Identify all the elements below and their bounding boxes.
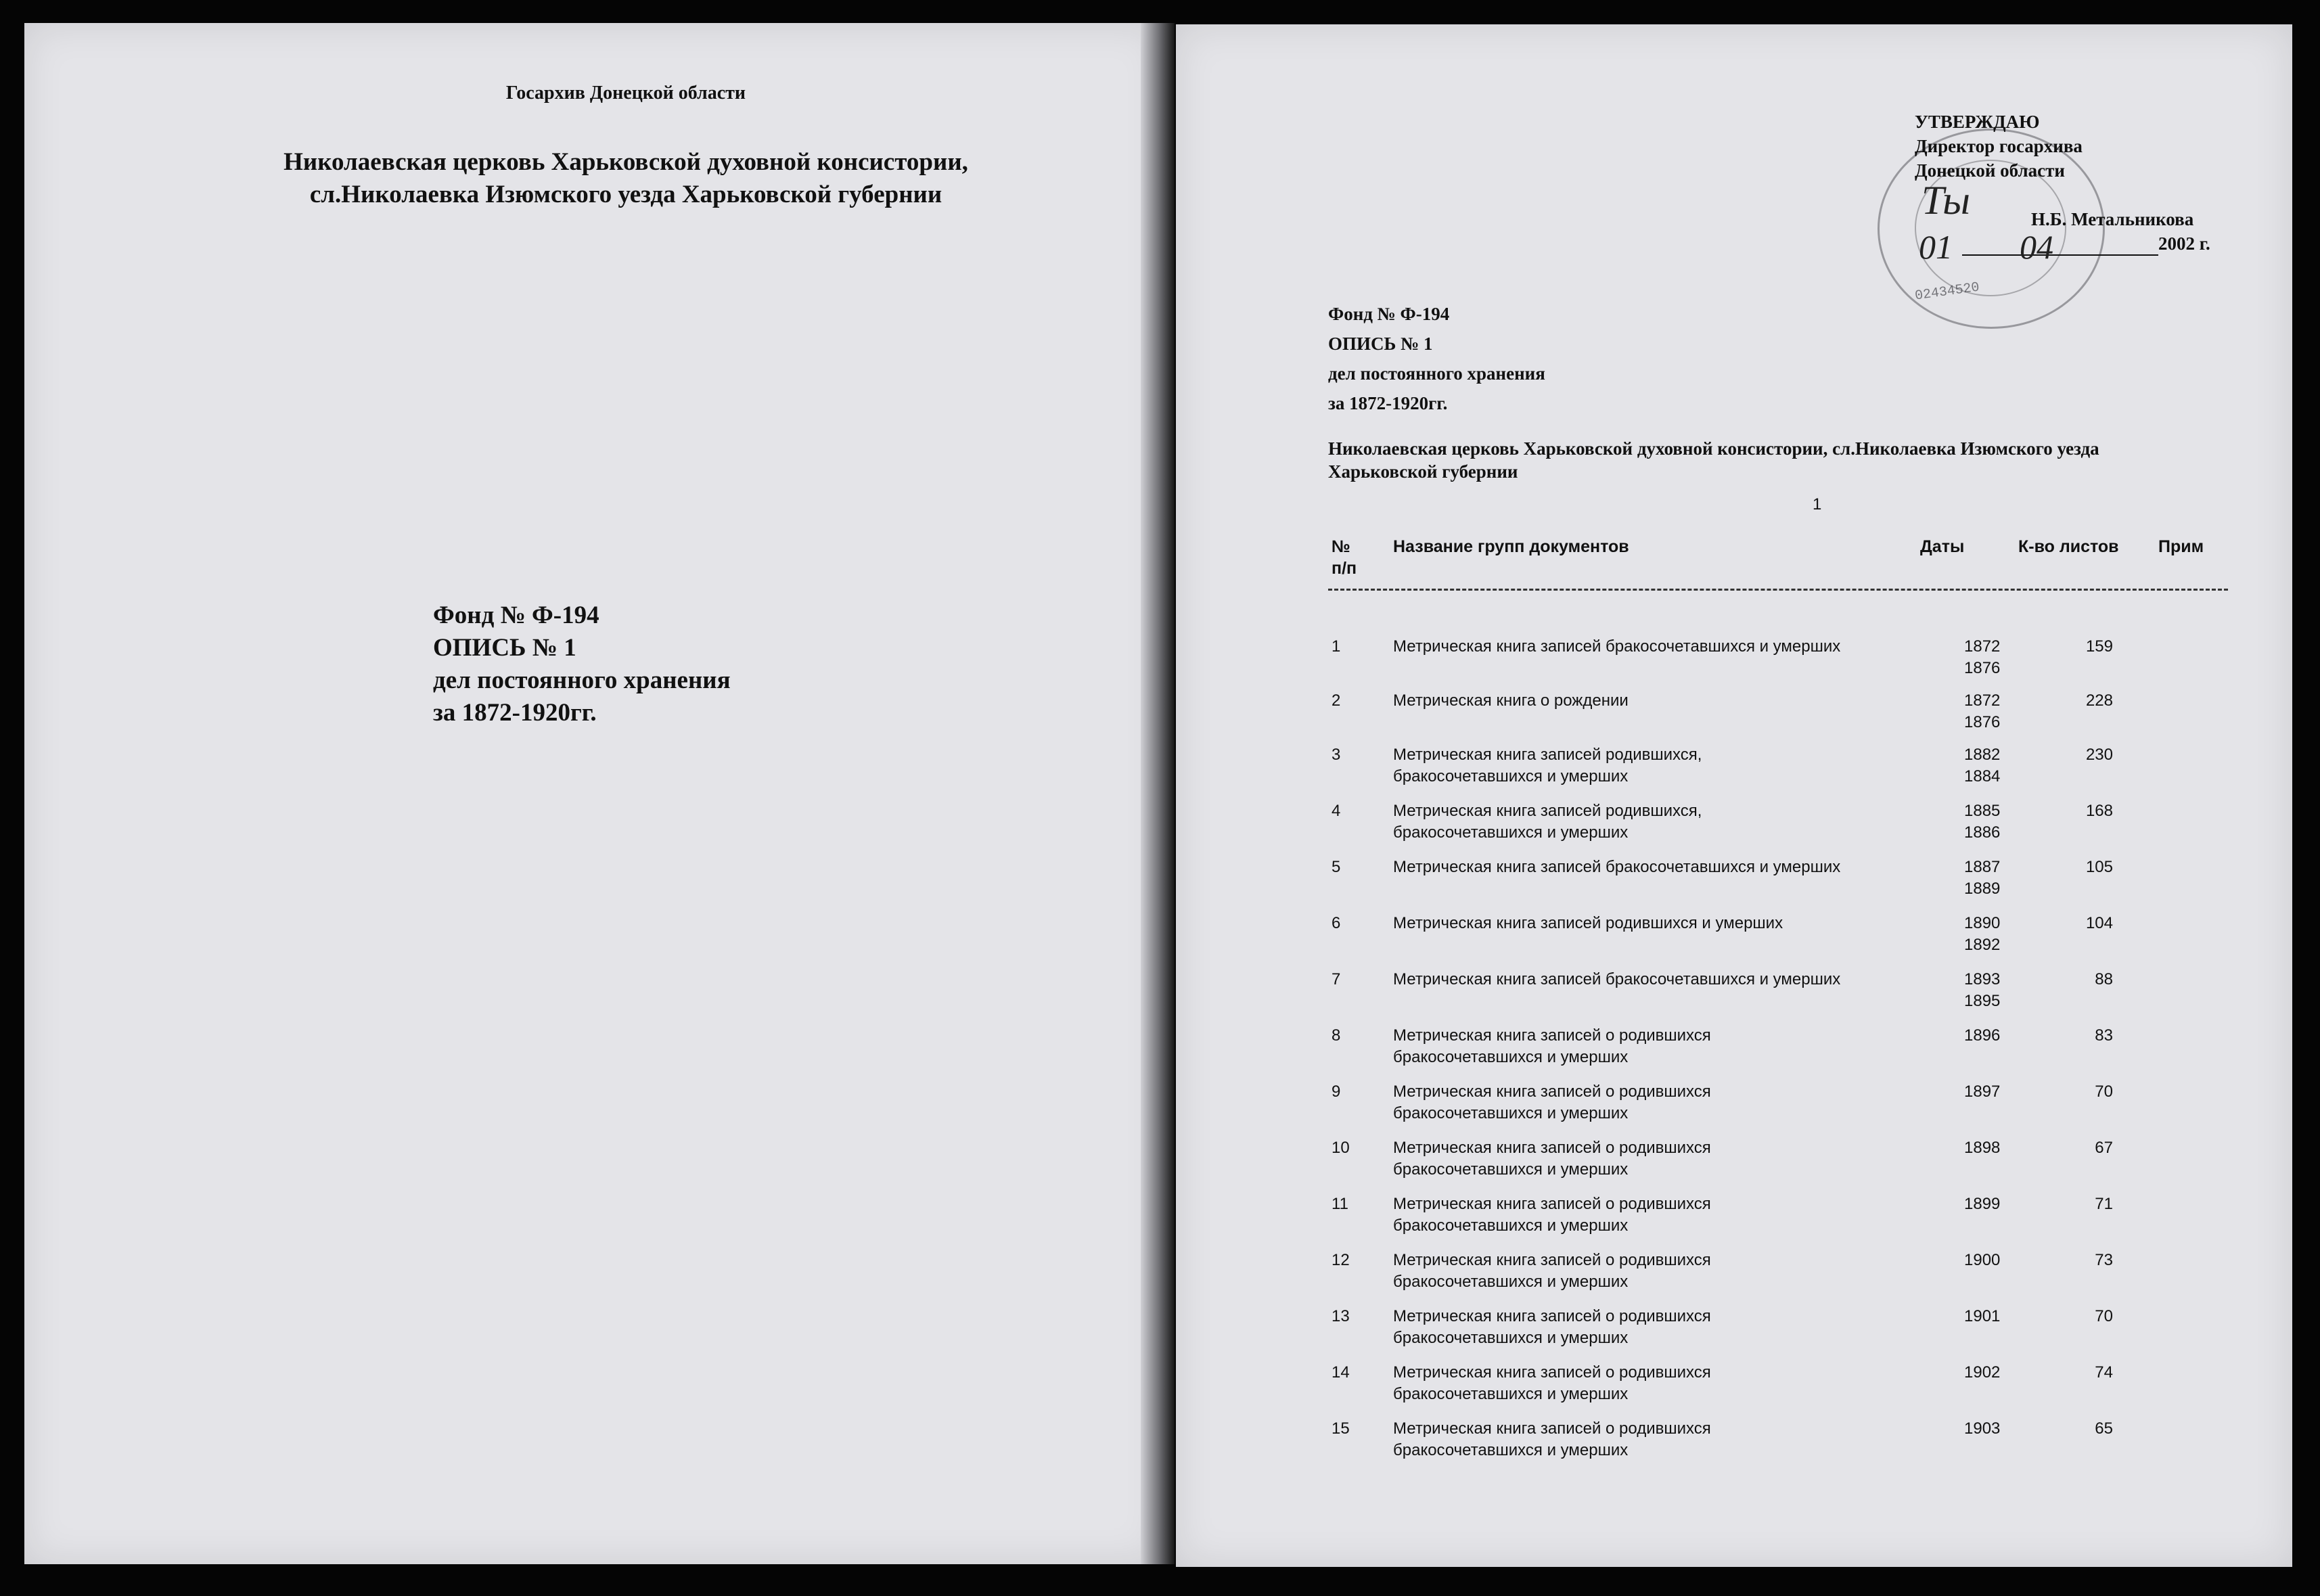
row-num: 8 xyxy=(1332,1026,1341,1045)
approval-heading: УТВЕРЖДАЮ xyxy=(1915,112,2040,132)
column-header-sheets: К-во листов xyxy=(2018,537,2119,556)
column-header-num-line1: № xyxy=(1332,537,1350,556)
table-header xyxy=(1328,536,2228,597)
row-title: Метрическая книга записей о родившихся бракосочетавшихся и умерших xyxy=(1393,1419,1711,1459)
row-sheets: 168 xyxy=(2085,802,2113,820)
row-date-from: 1900 xyxy=(1964,1251,2001,1269)
row-title: Метрическая книга записей бракосочетавшихся и умерших xyxy=(1393,637,1841,656)
period: за 1872-1920гг. xyxy=(1328,393,1448,413)
row-num: 14 xyxy=(1332,1363,1350,1382)
row-dates xyxy=(1964,969,2018,1012)
approval-position-line2: Донецкой области xyxy=(1915,160,2065,181)
row-sheets: 73 xyxy=(2095,1251,2113,1269)
row-date-from: 1898 xyxy=(1964,1139,2001,1157)
row-title: Метрическая книга записей о родившихся бракосочетавшихся и умерших xyxy=(1393,1082,1711,1122)
table-row xyxy=(1328,800,2228,848)
row-date-to: 1876 xyxy=(1964,659,2001,677)
row-date-from: 1872 xyxy=(1964,637,2001,656)
archive-name: Госархив Донецкой области xyxy=(505,83,746,104)
table-row xyxy=(1328,690,2228,737)
row-num: 5 xyxy=(1332,858,1341,876)
row-dates xyxy=(1964,1081,2018,1103)
row-dates xyxy=(1964,1362,2018,1384)
row-num: 9 xyxy=(1332,1082,1341,1101)
table-row xyxy=(1328,857,2228,904)
row-sheets: 88 xyxy=(2095,970,2113,988)
row-date-to: 1889 xyxy=(1964,880,2001,898)
column-header-title: Название групп документов xyxy=(1393,537,1629,556)
row-date-to: 1892 xyxy=(1964,936,2001,954)
row-num: 2 xyxy=(1332,691,1341,710)
row-date-from: 1899 xyxy=(1964,1195,2001,1213)
row-date-from: 1902 xyxy=(1964,1363,2001,1382)
row-num: 6 xyxy=(1332,914,1341,932)
row-num: 12 xyxy=(1332,1251,1350,1269)
table-row xyxy=(1328,636,2228,683)
row-sheets: 230 xyxy=(2085,746,2113,764)
row-sheets: 71 xyxy=(2095,1195,2113,1213)
table-row xyxy=(1328,913,2228,960)
church-title-line1: Николаевская церковь Харьковской духовной консистории, xyxy=(283,148,968,176)
table-row xyxy=(1328,1418,2228,1465)
row-title: Метрическая книга записей о родившихся бракосочетавшихся и умерших xyxy=(1393,1026,1711,1066)
row-date-from: 1901 xyxy=(1964,1307,2001,1325)
handwritten-month: 04 xyxy=(2020,228,2053,266)
row-sheets: 159 xyxy=(2085,637,2113,656)
storage-type: дел постоянного хранения xyxy=(1328,363,1545,384)
row-num: 13 xyxy=(1332,1307,1350,1325)
stamp-number: 02434520 xyxy=(1913,279,1981,304)
column-header-note: Прим xyxy=(2158,537,2204,556)
row-dates xyxy=(1964,636,2018,679)
row-title: Метрическая книга записей о родившихся бракосочетавшихся и умерших xyxy=(1393,1139,1711,1179)
handwritten-signature: Ты xyxy=(1921,178,1970,223)
fond-number: Фонд № Ф-194 xyxy=(433,601,599,629)
opis-number: ОПИСЬ № 1 xyxy=(1328,334,1433,354)
row-title: Метрическая книга записей родившихся и умерших xyxy=(1393,914,1783,932)
row-title: Метрическая книга записей бракосочетавшихся и умерших xyxy=(1393,970,1841,988)
table-row xyxy=(1328,1081,2228,1128)
table-row xyxy=(1328,1025,2228,1072)
period: за 1872-1920гг. xyxy=(433,699,597,727)
row-date-from: 1893 xyxy=(1964,970,2001,988)
column-header-num-line2: п/п xyxy=(1332,559,1357,578)
row-num: 7 xyxy=(1332,970,1341,988)
row-title: Метрическая книга записей о родившихся бракосочетавшихся и умерших xyxy=(1393,1307,1711,1347)
row-dates xyxy=(1964,690,2018,733)
table-row xyxy=(1328,1193,2228,1241)
approval-year: 2002 г. xyxy=(2158,233,2210,254)
row-dates xyxy=(1964,1418,2018,1440)
row-sheets: 74 xyxy=(2095,1363,2113,1382)
approval-signer: Н.Б. Метальникова xyxy=(2031,209,2194,229)
approval-date-line xyxy=(1962,234,2158,256)
row-dates xyxy=(1964,1250,2018,1271)
row-title: Метрическая книга записей родившихся, бракосочетавшихся и умерших xyxy=(1393,746,1702,785)
row-date-from: 1882 xyxy=(1964,746,2001,764)
row-sheets: 105 xyxy=(2085,858,2113,876)
row-date-to: 1884 xyxy=(1964,767,2001,785)
row-dates xyxy=(1964,800,2018,844)
column-header-num xyxy=(1332,536,1357,579)
table-row xyxy=(1328,1362,2228,1409)
row-dates xyxy=(1964,1193,2018,1215)
right-fond-block xyxy=(1328,299,1545,418)
table-row xyxy=(1328,969,2228,1016)
row-num: 11 xyxy=(1332,1195,1348,1213)
row-dates xyxy=(1964,1137,2018,1159)
row-dates xyxy=(1964,857,2018,900)
row-title: Метрическая книга записей бракосочетавшихся и умерших xyxy=(1393,858,1841,876)
row-sheets: 67 xyxy=(2095,1139,2113,1157)
row-title: Метрическая книга записей о родившихся бракосочетавшихся и умерших xyxy=(1393,1195,1711,1235)
row-num: 15 xyxy=(1332,1419,1350,1438)
row-title: Метрическая книга о рождении xyxy=(1393,691,1629,710)
left-page xyxy=(24,23,1162,1564)
table-row xyxy=(1328,744,2228,792)
church-title xyxy=(0,146,1252,211)
row-date-from: 1896 xyxy=(1964,1026,2001,1045)
row-sheets: 65 xyxy=(2095,1419,2113,1438)
left-fond-block xyxy=(433,599,731,729)
row-title: Метрическая книга записей о родившихся бракосочетавшихся и умерших xyxy=(1393,1363,1711,1403)
row-dates xyxy=(1964,1306,2018,1327)
approval-position-line1: Директор госархива xyxy=(1915,136,2083,156)
row-sheets: 70 xyxy=(2095,1307,2113,1325)
row-sheets: 70 xyxy=(2095,1082,2113,1101)
row-title: Метрическая книга записей родившихся, бракосочетавшихся и умерших xyxy=(1393,802,1702,842)
church-title: Николаевская церковь Харьковской духовной консистории, сл.Николаевка Изюмского уезда Харьковской губернии xyxy=(1328,438,2099,482)
column-header-dates: Даты xyxy=(1920,537,1965,556)
table-row xyxy=(1328,1137,2228,1185)
row-num: 1 xyxy=(1332,637,1341,656)
row-dates xyxy=(1964,913,2018,956)
row-sheets: 228 xyxy=(2085,691,2113,710)
table-row xyxy=(1328,1306,2228,1353)
row-date-from: 1887 xyxy=(1964,858,2001,876)
row-date-to: 1895 xyxy=(1964,992,2001,1010)
row-date-from: 1885 xyxy=(1964,802,2001,820)
row-num: 10 xyxy=(1332,1139,1350,1157)
row-date-from: 1890 xyxy=(1964,914,2001,932)
table-header-rule xyxy=(1328,589,2228,591)
row-date-from: 1872 xyxy=(1964,691,2001,710)
row-date-to: 1876 xyxy=(1964,713,2001,731)
row-title: Метрическая книга записей о родившихся бракосочетавшихся и умерших xyxy=(1393,1251,1711,1291)
table-row xyxy=(1328,1250,2228,1297)
row-sheets: 83 xyxy=(2095,1026,2113,1045)
page-number: 1 xyxy=(1813,495,1822,514)
page-fold xyxy=(1141,23,1175,1564)
row-num: 4 xyxy=(1332,802,1341,820)
row-date-to: 1886 xyxy=(1964,823,2001,842)
handwritten-day: 01 xyxy=(1919,228,1953,266)
row-date-from: 1903 xyxy=(1964,1419,2001,1438)
fond-number: Фонд № Ф-194 xyxy=(1328,304,1450,324)
opis-number: ОПИСЬ № 1 xyxy=(433,634,576,662)
row-num: 3 xyxy=(1332,746,1341,764)
row-dates xyxy=(1964,744,2018,788)
storage-type: дел постоянного хранения xyxy=(433,666,731,694)
row-dates xyxy=(1964,1025,2018,1047)
church-title-line2: сл.Николаевка Изюмского уезда Харьковской губернии xyxy=(309,181,942,208)
row-date-from: 1897 xyxy=(1964,1082,2001,1101)
row-sheets: 104 xyxy=(2085,914,2113,932)
